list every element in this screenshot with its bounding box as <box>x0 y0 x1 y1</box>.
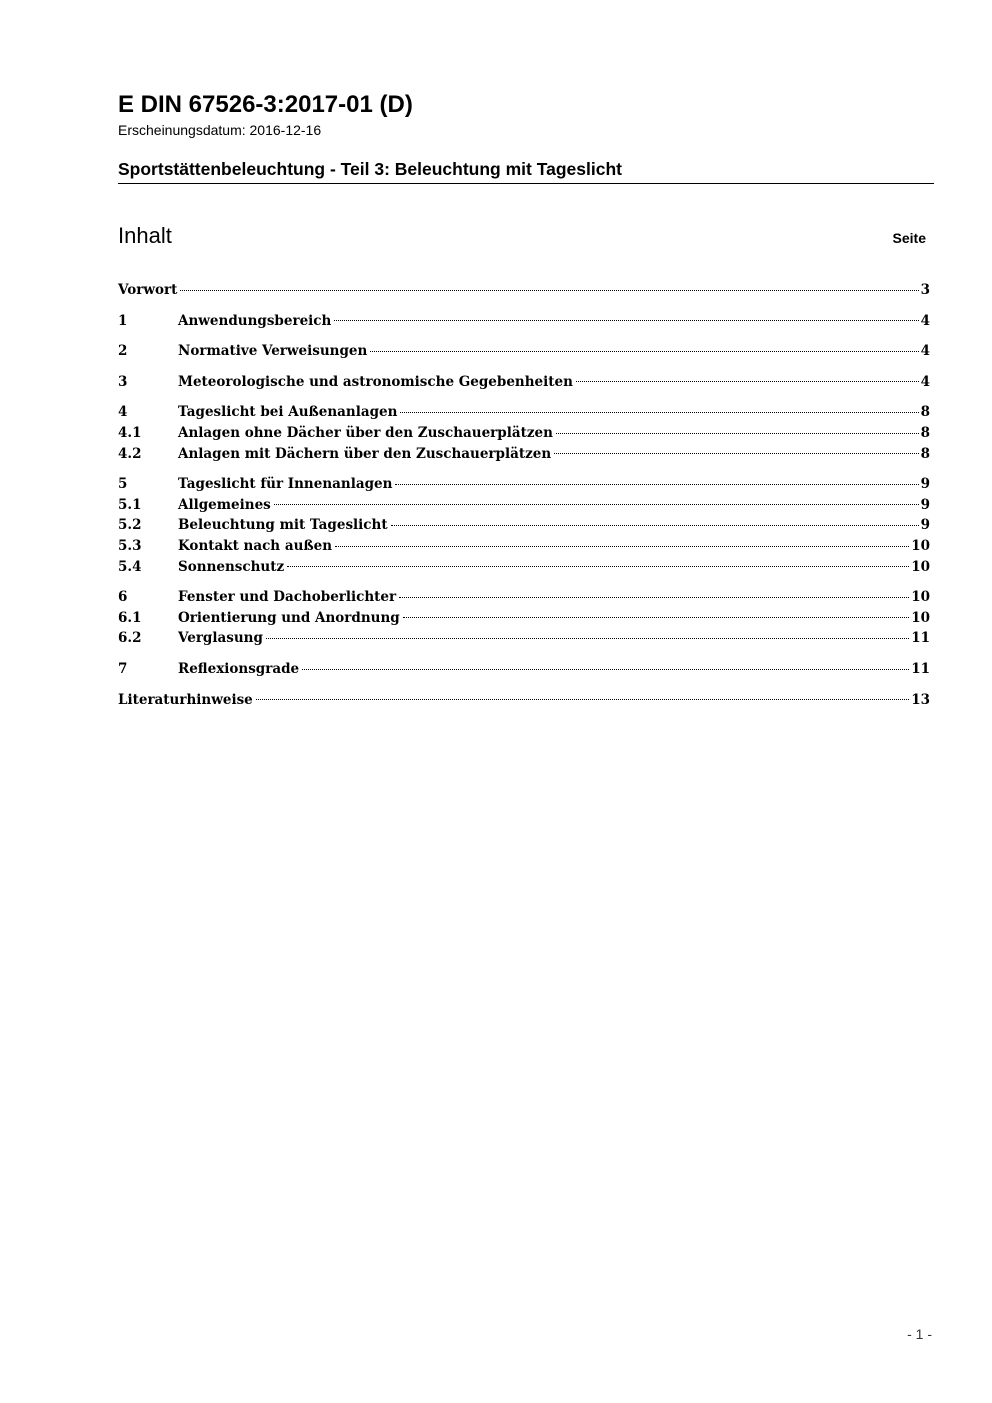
toc-leader-dots <box>266 638 909 639</box>
toc-entry-page: 9 <box>920 496 930 513</box>
toc-leader-dots <box>395 484 918 485</box>
toc-entry-text: Meteorologische und astronomische Gegebenheiten <box>178 373 573 390</box>
toc-entry-number: 4 <box>118 404 128 421</box>
toc-entry-5-4[interactable] <box>118 557 930 578</box>
toc-heading: Inhalt <box>118 223 172 248</box>
toc-leader-dots <box>576 381 919 382</box>
toc-entry-4[interactable] <box>118 402 930 423</box>
toc-entry-page: 3 <box>920 282 930 298</box>
toc-entry-2[interactable] <box>118 341 930 362</box>
toc-entry-5-1[interactable] <box>118 495 930 516</box>
toc-heading-row <box>118 222 926 250</box>
toc-page-column-label: Seite <box>892 230 926 246</box>
toc-entry-text: Sonnenschutz <box>178 558 285 575</box>
toc-entry-page: 8 <box>920 445 930 462</box>
toc-entry-page: 11 <box>911 630 930 647</box>
toc-entry-number: 6 <box>118 589 128 606</box>
toc-entry-number: 6.1 <box>118 609 142 626</box>
toc-entry-text: Anwendungsbereich <box>178 312 332 329</box>
toc-leader-dots <box>399 597 909 598</box>
toc-entry-vorwort[interactable] <box>118 280 930 301</box>
toc-entry-text: Kontakt nach außen <box>178 537 333 554</box>
toc-entry-1[interactable] <box>118 311 930 332</box>
toc-entry-text: Tageslicht für Innenanlagen <box>178 476 393 493</box>
toc-entry-text: Orientierung und Anordnung <box>178 609 400 626</box>
toc-leader-dots <box>400 412 918 413</box>
toc-entry-text: Anlagen ohne Dächer über den Zuschauerplätzen <box>178 424 553 441</box>
toc-leader-dots <box>335 546 909 547</box>
toc-entry-5[interactable] <box>118 474 930 495</box>
toc-entry-text: Beleuchtung mit Tageslicht <box>178 517 388 534</box>
page-number: - 1 - <box>907 1326 932 1342</box>
toc-entry-6-1[interactable] <box>118 608 930 629</box>
toc-leader-dots <box>287 566 909 567</box>
document-header <box>118 91 934 139</box>
toc-entry-7[interactable] <box>118 659 930 680</box>
toc-leader-dots <box>180 290 918 291</box>
table-of-contents <box>118 280 930 710</box>
toc-leader-dots <box>556 433 919 434</box>
toc-entry-text: Anlagen mit Dächern über den Zuschauerplätzen <box>178 445 552 462</box>
toc-leader-dots <box>302 669 909 670</box>
toc-leader-dots <box>554 453 918 454</box>
toc-entry-page: 4 <box>920 312 930 329</box>
toc-entry-page: 10 <box>911 537 930 554</box>
toc-entry-page: 4 <box>920 373 930 390</box>
toc-entry-page: 10 <box>911 609 930 626</box>
toc-entry-text: Fenster und Dachoberlichter <box>178 589 397 606</box>
toc-leader-dots <box>274 504 919 505</box>
toc-entry-page: 11 <box>911 660 930 677</box>
toc-entry-number: 5.3 <box>118 537 142 554</box>
toc-entry-number: 4.2 <box>118 445 142 462</box>
toc-entry-3[interactable] <box>118 372 930 393</box>
toc-entry-text: Allgemeines <box>178 496 271 513</box>
toc-entry-text: Reflexionsgrade <box>178 660 300 677</box>
toc-entry-page: 8 <box>920 424 930 441</box>
publication-date: Erscheinungsdatum: 2016-12-16 <box>118 122 322 138</box>
toc-entry-literaturhinweise[interactable] <box>118 690 930 711</box>
toc-entry-number: 3 <box>118 373 128 390</box>
toc-entry-number: 2 <box>118 343 128 360</box>
toc-entry-page: 9 <box>920 476 930 493</box>
toc-entry-text: Verglasung <box>178 630 263 647</box>
document-title: Sportstättenbeleuchtung - Teil 3: Beleuchtung mit Tageslicht <box>118 158 934 184</box>
toc-entry-text: Tageslicht bei Außenanlagen <box>178 404 398 421</box>
toc-entry-5-3[interactable] <box>118 536 930 557</box>
toc-entry-number: 6.2 <box>118 630 142 647</box>
toc-entry-text: Normative Verweisungen <box>178 343 368 360</box>
toc-leader-dots <box>403 617 909 618</box>
toc-entry-page: 9 <box>920 517 930 534</box>
toc-entry-5-2[interactable] <box>118 515 930 536</box>
toc-entry-number: 5.4 <box>118 558 142 575</box>
toc-entry-4-1[interactable] <box>118 423 930 444</box>
toc-entry-text: Literaturhinweise <box>118 691 253 708</box>
toc-entry-number: 5.1 <box>118 496 142 513</box>
toc-entry-6[interactable] <box>118 587 930 608</box>
toc-entry-page: 4 <box>920 343 930 360</box>
toc-entry-6-2[interactable] <box>118 628 930 649</box>
toc-entry-text: Vorwort <box>118 282 178 298</box>
toc-entry-page: 10 <box>911 558 930 575</box>
toc-leader-dots <box>370 351 918 352</box>
toc-entry-page: 13 <box>911 691 930 708</box>
toc-entry-number: 1 <box>118 312 128 329</box>
toc-entry-page: 10 <box>911 589 930 606</box>
toc-entry-page: 8 <box>920 404 930 421</box>
toc-entry-number: 7 <box>118 660 128 677</box>
document-id: E DIN 67526-3:2017-01 (D) <box>118 91 413 118</box>
toc-entry-4-2[interactable] <box>118 444 930 465</box>
toc-leader-dots <box>334 320 918 321</box>
toc-entry-number: 5 <box>118 476 128 493</box>
toc-leader-dots <box>256 699 909 700</box>
toc-leader-dots <box>391 525 919 526</box>
toc-entry-number: 5.2 <box>118 517 142 534</box>
toc-entry-number: 4.1 <box>118 424 142 441</box>
